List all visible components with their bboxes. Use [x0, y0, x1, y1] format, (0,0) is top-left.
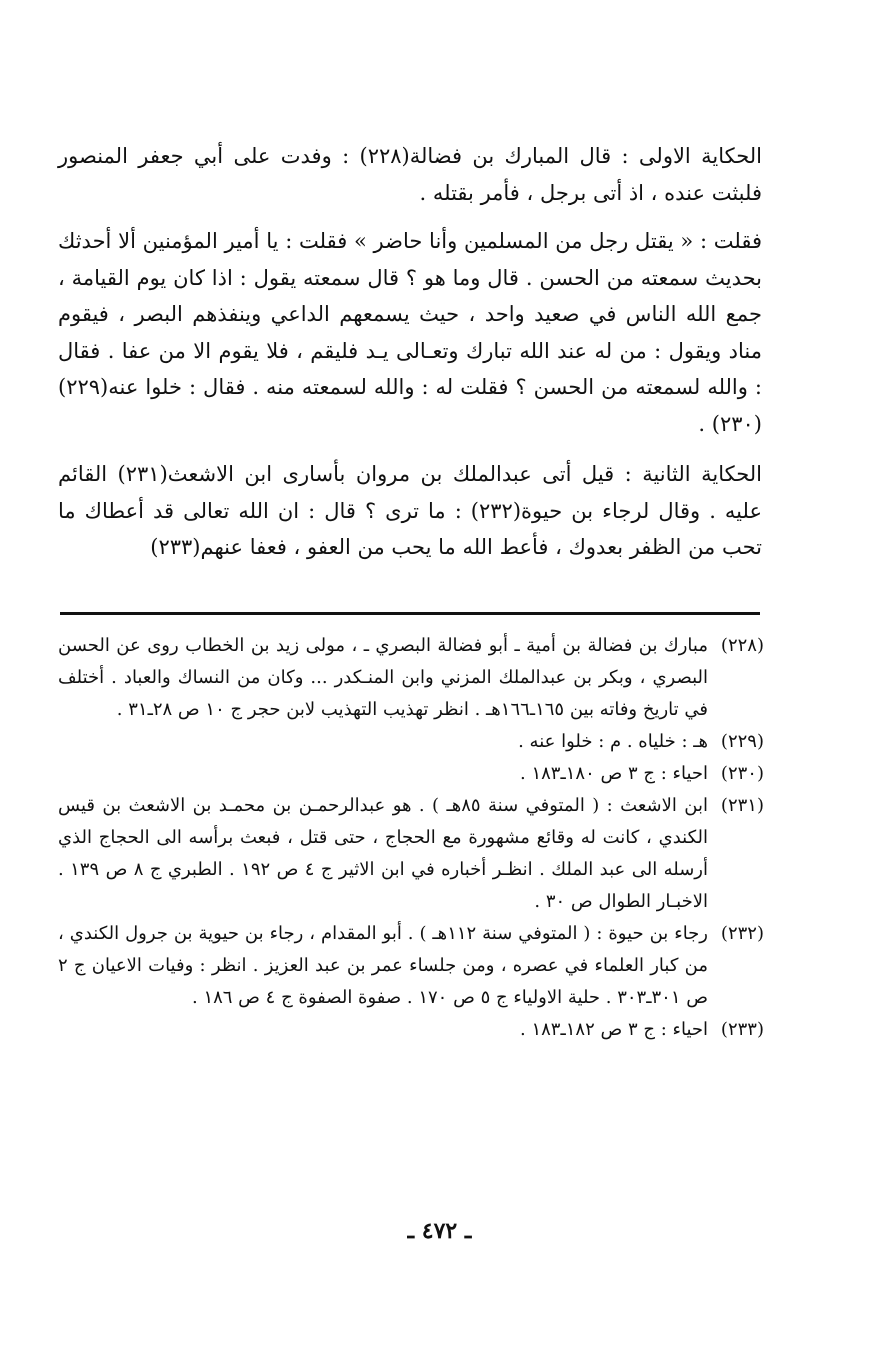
footnote-text: هـ : خلياه . م : خلوا عنه . — [518, 731, 708, 752]
footnote-number: (٢٢٨) — [720, 635, 764, 656]
footnotes — [58, 630, 764, 1046]
footnote-text: احياء : ج ٣ ص ١٨٢ـ١٨٣ . — [519, 1019, 708, 1040]
paragraph-first-story: الحكاية الاولى : قال المبارك بن فضالة(٢٢٨) : وفدت على أبي جعفر المنصور فلبثت عنده ، اذ أتى برجل ، فأمر بقتله . — [58, 144, 762, 205]
footnote-229 — [58, 726, 764, 758]
paragraph-second-story: الحكاية الثانية : قيل أتى عبدالملك بن مروان بأسارى ابن الاشعث(٢٣١) القائم عليه . وقال لرجاء بن حيوة(٢٣٢) : ما ترى ؟ قال : ان الله تعالى قد أعطاك ما تحب من الظفر بعدوك ، فأعط الله ما يحب من العفو ، فعفا عنهم(٢٣٣) — [58, 462, 762, 559]
footnote-text: رجاء بن حيوة : ( المتوفي سنة ١١٢هـ ) . أبو المقدام ، رجاء بن حيوية بن جرول الكندي ، من كبار العلماء في عصره ، ومن جلساء عمر بن عبد العزيز . انظر : وفيات الاعيان ج ٢ ص ٣٠١ـ٣٠٣ . حلية الاولياء ج ٥ ص ١٧٠ . صفوة الصفوة ج ٤ ص ١٨٦ . — [58, 923, 708, 1008]
footnote-text: احياء : ج ٣ ص ١٨٠ـ١٨٣ . — [519, 763, 708, 784]
footnote-text: مبارك بن فضالة بن أمية ـ أبو فضالة البصري ـ ، مولى زيد بن الخطاب روى عن الحسن البصري ، وبكر بن عبدالملك المزني وابن المنـكدر ... وكان من النساك والعباد . أختلف في تاريخ وفاته بين ١٦٥ـ١٦٦هـ . انظر تهذيب التهذيب لابن حجر ج ١٠ ص ٢٨ـ٣١ . — [58, 635, 708, 720]
footnote-divider — [60, 612, 760, 615]
paragraph-first-story-continued: فقلت : « يقتل رجل من المسلمين وأنا حاضر » فقلت : يا أمير المؤمنين ألا أحدثك بحديث سمعته من الحسن . قال وما هو ؟ قال سمعته يقول : اذا كان يوم القيامة ، جمع الله الناس في صعيد واحد ، حيث يسمعهم الداعي وينفذهم البصر ، فيقوم مناد ويقول : من له عند الله تبارك وتعـالى يـد فليقم ، فلا يقوم الا من عفا . فقال : والله لسمعته من الحسن ؟ فقلت له : والله لسمعته منه . فقال : خلوا عنه(٢٢٩)(٢٣٠) . — [58, 229, 762, 436]
footnote-233 — [58, 1014, 764, 1046]
footnote-number: (٢٣١) — [720, 795, 764, 816]
main-text — [58, 138, 762, 566]
footnote-232 — [58, 918, 764, 1014]
footnote-number: (٢٢٩) — [720, 731, 764, 752]
footnote-231 — [58, 790, 764, 918]
footnote-230 — [58, 758, 764, 790]
footnote-number: (٢٣٣) — [720, 1019, 764, 1040]
footnote-number: (٢٣٢) — [720, 923, 764, 944]
page-number: ـ ٤٧٢ ـ — [407, 1218, 472, 1244]
footnote-number: (٢٣٠) — [720, 763, 764, 784]
footnote-228 — [58, 630, 764, 726]
footnote-text: ابن الاشعث : ( المتوفي سنة ٨٥هـ ) . هو عبدالرحمـن بن محمـد بن الاشعث بن قيس الكندي ، كانت له وقائع مشهورة مع الحجاج ، حتى قتل ، فبعث برأسه الى الحجاج الذي أرسله الى عبد الملك . انظـر أخباره في ابن الاثير ج ٤ ص ١٩٢ . الطبري ج ٨ ص ١٣٩ . الاخبـار الطوال ص ٣٠ . — [58, 795, 709, 912]
